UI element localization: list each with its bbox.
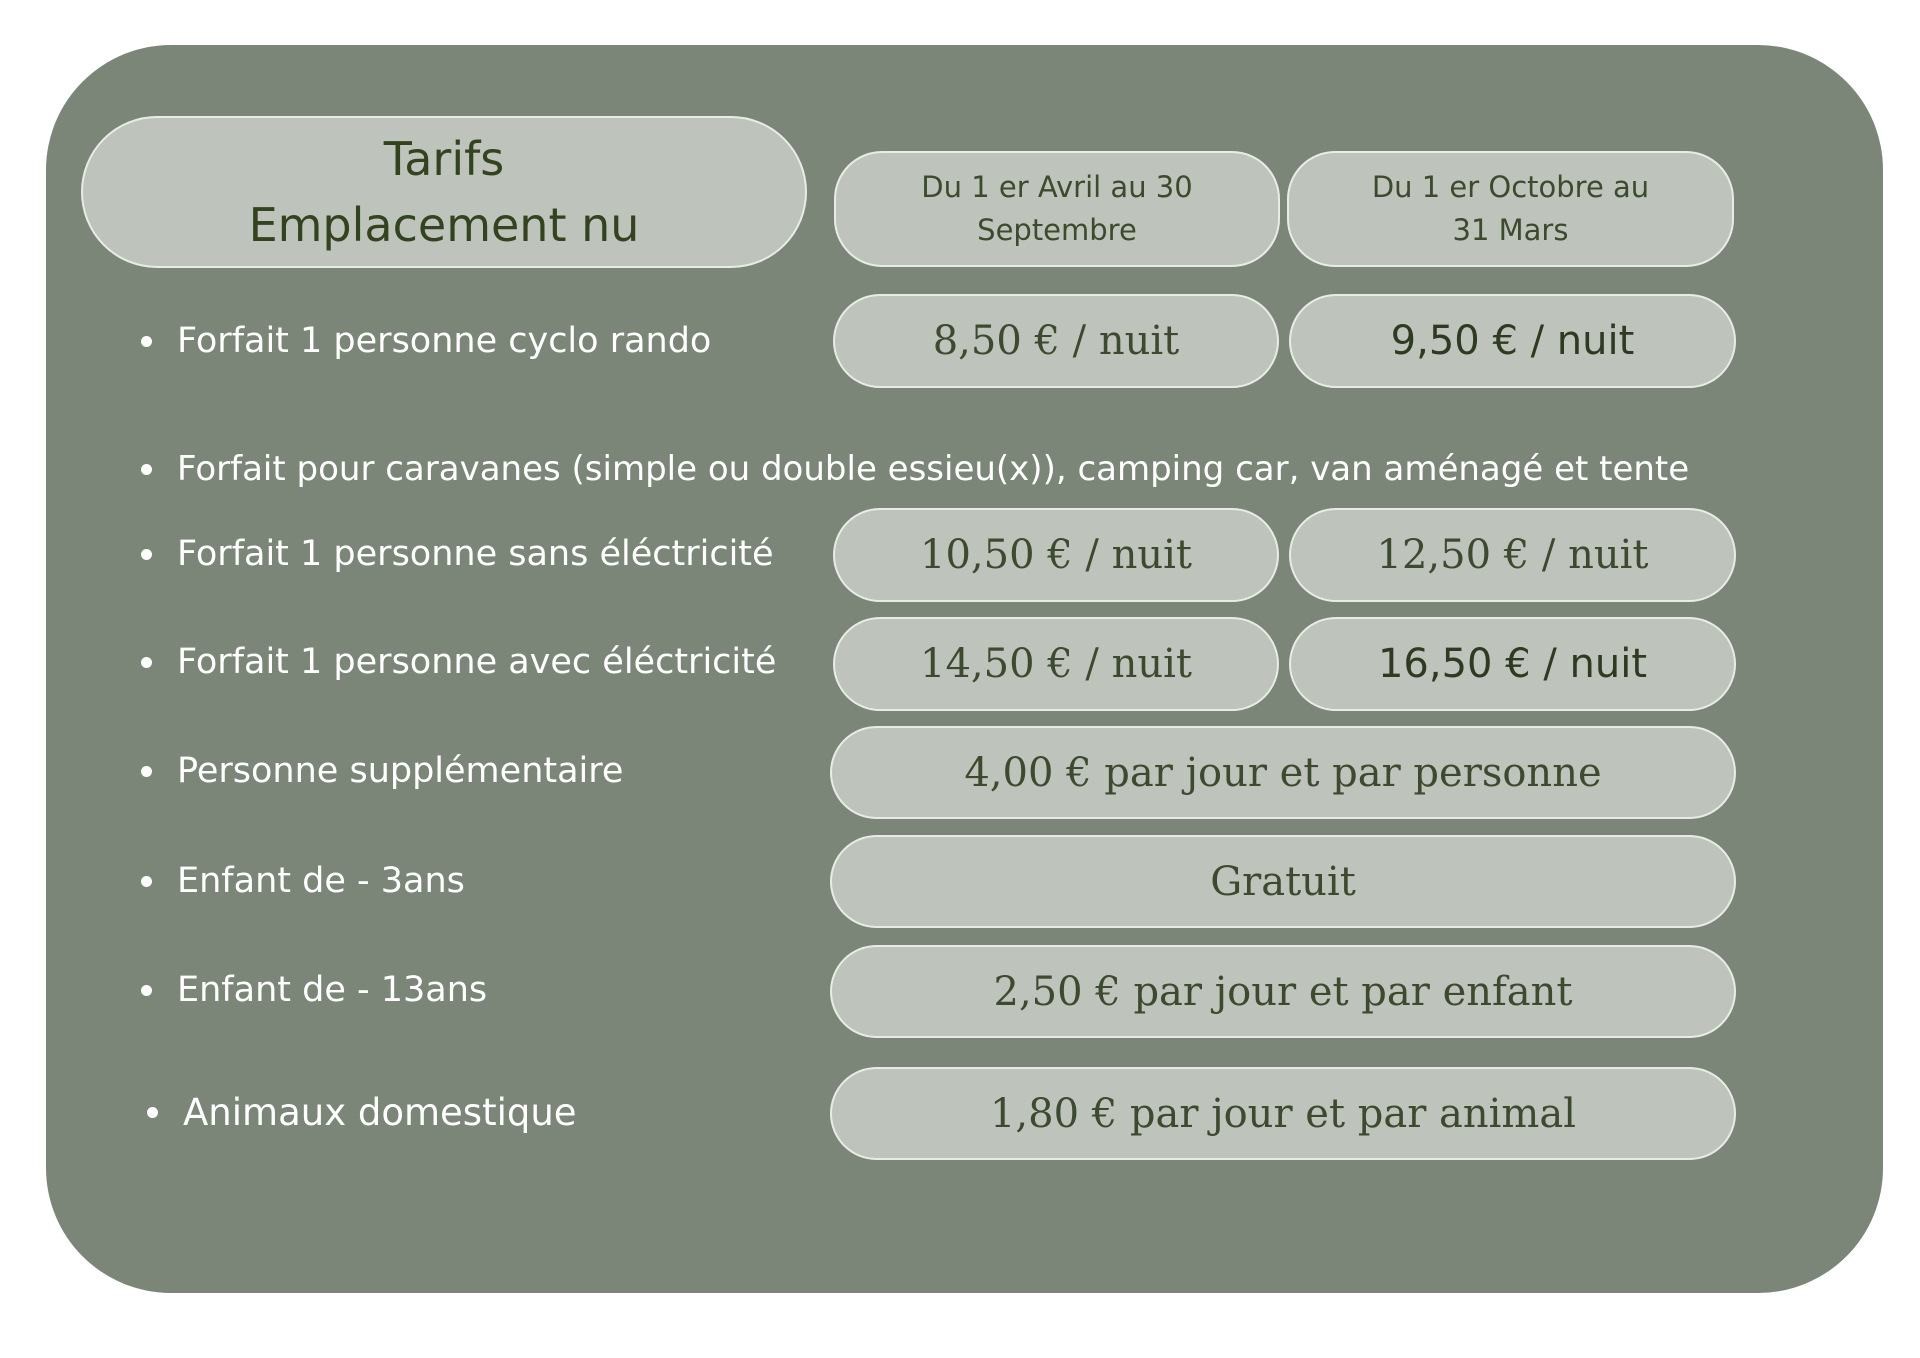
price-supp <box>830 726 1736 819</box>
price-sans-elec-winter-text: 12,50 € / nuit <box>1376 532 1649 578</box>
column-header-winter-line-2: 31 Mars <box>1452 213 1569 247</box>
price-enfant3-text: Gratuit <box>1210 858 1356 905</box>
row-label-supp <box>141 746 623 796</box>
column-header-summer-line-1: Du 1 er Avril au 30 <box>921 170 1193 204</box>
row-label-cyclo-text: Forfait 1 personne cyclo rando <box>177 321 712 361</box>
price-cyclo-summer <box>833 294 1279 388</box>
bullet-icon <box>141 657 152 668</box>
price-sans-elec-summer-text: 10,50 € / nuit <box>920 532 1192 578</box>
price-avec-elec-winter <box>1289 617 1736 711</box>
bullet-icon <box>141 876 152 887</box>
price-avec-elec-summer-text: 14,50 € / nuit <box>920 641 1192 687</box>
price-supp-text: 4,00 € par jour et par personne <box>964 749 1602 796</box>
price-animaux <box>830 1067 1736 1160</box>
row-label-supp-text: Personne supplémentaire <box>177 751 624 791</box>
price-avec-elec-summer <box>833 617 1279 711</box>
bullet-icon <box>141 549 152 560</box>
row-label-caravanes-text: Forfait pour caravanes (simple ou double essieu(x)), camping car, van aménagé et tente <box>177 449 1690 489</box>
row-label-animaux <box>147 1087 577 1137</box>
row-label-enfant13-text: Enfant de - 13ans <box>177 970 488 1010</box>
title-line-1: Tarifs <box>383 132 505 186</box>
price-enfant13 <box>830 945 1736 1038</box>
title-pill <box>81 116 807 268</box>
title-line-2: Emplacement nu <box>248 198 640 252</box>
row-label-cyclo <box>141 316 711 366</box>
price-enfant13-text: 2,50 € par jour et par enfant <box>993 968 1573 1015</box>
price-cyclo-summer-text: 8,50 € / nuit <box>932 318 1180 364</box>
row-label-sans-elec <box>141 529 774 579</box>
price-sans-elec-summer <box>833 508 1279 602</box>
bullet-icon <box>141 464 152 475</box>
bullet-icon <box>141 336 152 347</box>
price-avec-elec-winter-text: 16,50 € / nuit <box>1377 641 1648 687</box>
bullet-icon <box>141 766 152 777</box>
row-label-avec-elec-text: Forfait 1 personne avec éléctricité <box>177 642 777 682</box>
price-sans-elec-winter <box>1289 508 1736 602</box>
price-animaux-text: 1,80 € par jour et par animal <box>989 1090 1577 1137</box>
column-header-summer-line-2: Septembre <box>977 213 1137 247</box>
price-cyclo-winter <box>1289 294 1736 388</box>
row-label-sans-elec-text: Forfait 1 personne sans éléctricité <box>177 534 774 574</box>
column-header-winter-line-1: Du 1 er Octobre au <box>1371 170 1650 204</box>
row-label-enfant13 <box>141 965 487 1015</box>
column-header-winter <box>1287 151 1734 267</box>
bullet-icon <box>147 1107 158 1118</box>
column-header-summer <box>834 151 1280 267</box>
price-cyclo-winter-text: 9,50 € / nuit <box>1390 318 1635 364</box>
bullet-icon <box>141 985 152 996</box>
row-label-enfant3-text: Enfant de - 3ans <box>177 861 465 901</box>
row-label-enfant3 <box>141 856 465 906</box>
price-enfant3 <box>830 835 1736 928</box>
row-label-avec-elec <box>141 637 776 687</box>
row-label-caravanes <box>141 444 1689 494</box>
row-label-animaux-text: Animaux domestique <box>183 1090 577 1134</box>
